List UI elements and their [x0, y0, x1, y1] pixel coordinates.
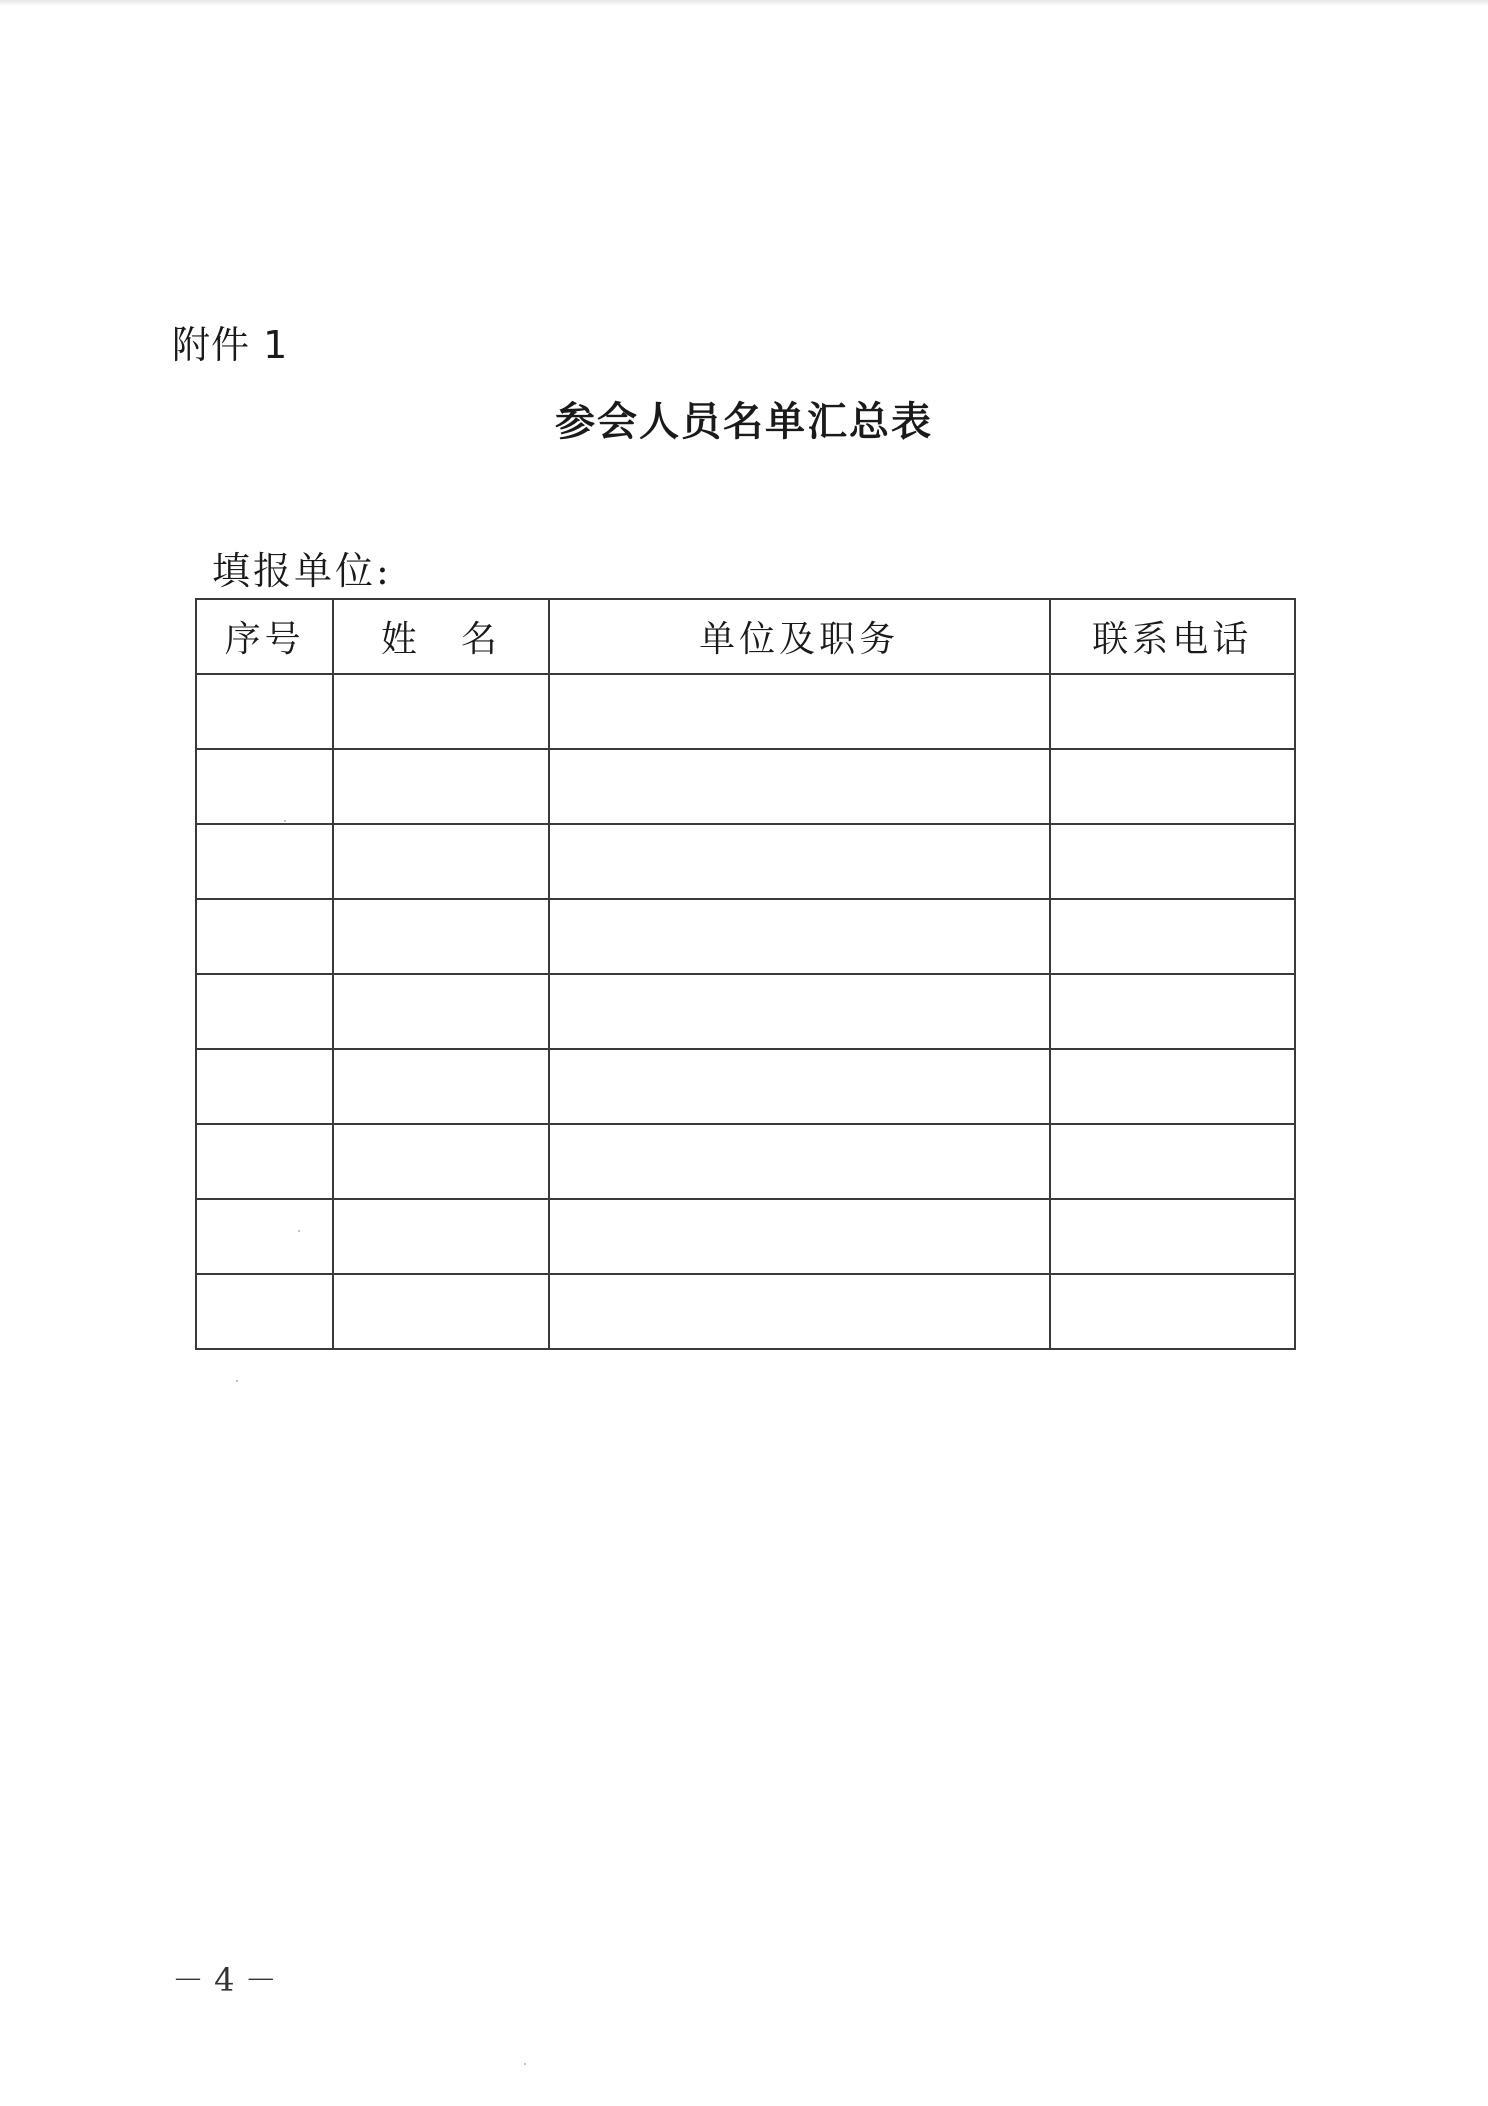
fill-unit-label: 填报单位:	[212, 549, 392, 593]
cell-name	[333, 1199, 548, 1274]
cell-contact-phone	[1050, 1199, 1295, 1274]
cell-contact-phone	[1050, 1049, 1295, 1124]
cell-sequence-number	[196, 749, 333, 824]
cell-sequence-number	[196, 899, 333, 974]
cell-unit-and-position	[549, 1124, 1050, 1199]
header-name: 姓 名	[333, 599, 548, 674]
document-title: 参会人员名单汇总表	[555, 398, 933, 445]
attachment-label: 附件 1	[172, 323, 289, 367]
cell-name	[333, 899, 548, 974]
cell-name	[333, 749, 548, 824]
scan-top-edge	[0, 0, 1488, 6]
table-row	[196, 899, 1295, 974]
cell-contact-phone	[1050, 1124, 1295, 1199]
cell-unit-and-position	[549, 749, 1050, 824]
cell-sequence-number	[196, 1049, 333, 1124]
cell-name	[333, 824, 548, 899]
table-row	[196, 1274, 1295, 1349]
cell-sequence-number	[196, 1274, 333, 1349]
cell-unit-and-position	[549, 1049, 1050, 1124]
cell-contact-phone	[1050, 1274, 1295, 1349]
table-row	[196, 674, 1295, 749]
cell-contact-phone	[1050, 749, 1295, 824]
table-row	[196, 749, 1295, 824]
table-row	[196, 1124, 1295, 1199]
cell-unit-and-position	[549, 824, 1050, 899]
cell-sequence-number	[196, 974, 333, 1049]
header-sequence-number: 序号	[196, 599, 333, 674]
cell-contact-phone	[1050, 674, 1295, 749]
cell-unit-and-position	[549, 1199, 1050, 1274]
cell-sequence-number	[196, 1124, 333, 1199]
table-row	[196, 1199, 1295, 1274]
scan-speck	[298, 1230, 300, 1232]
cell-unit-and-position	[549, 974, 1050, 1049]
attendee-roster-table	[195, 598, 1296, 1350]
header-unit-and-position: 单位及职务	[549, 599, 1050, 674]
cell-name	[333, 1124, 548, 1199]
table-header-row	[196, 599, 1295, 674]
cell-name	[333, 1274, 548, 1349]
scan-speck	[284, 820, 286, 822]
page-number: － 4 －	[172, 1961, 277, 1999]
cell-name	[333, 1049, 548, 1124]
cell-contact-phone	[1050, 974, 1295, 1049]
table-row	[196, 1049, 1295, 1124]
cell-contact-phone	[1050, 899, 1295, 974]
scan-speck	[236, 1380, 238, 1382]
cell-sequence-number	[196, 1199, 333, 1274]
table-body	[196, 674, 1295, 1349]
table-row	[196, 974, 1295, 1049]
cell-unit-and-position	[549, 674, 1050, 749]
cell-unit-and-position	[549, 899, 1050, 974]
cell-sequence-number	[196, 674, 333, 749]
cell-unit-and-position	[549, 1274, 1050, 1349]
header-contact-phone: 联系电话	[1050, 599, 1295, 674]
table-row	[196, 824, 1295, 899]
cell-contact-phone	[1050, 824, 1295, 899]
cell-sequence-number	[196, 824, 333, 899]
cell-name	[333, 674, 548, 749]
cell-name	[333, 974, 548, 1049]
scan-speck	[524, 2063, 526, 2065]
